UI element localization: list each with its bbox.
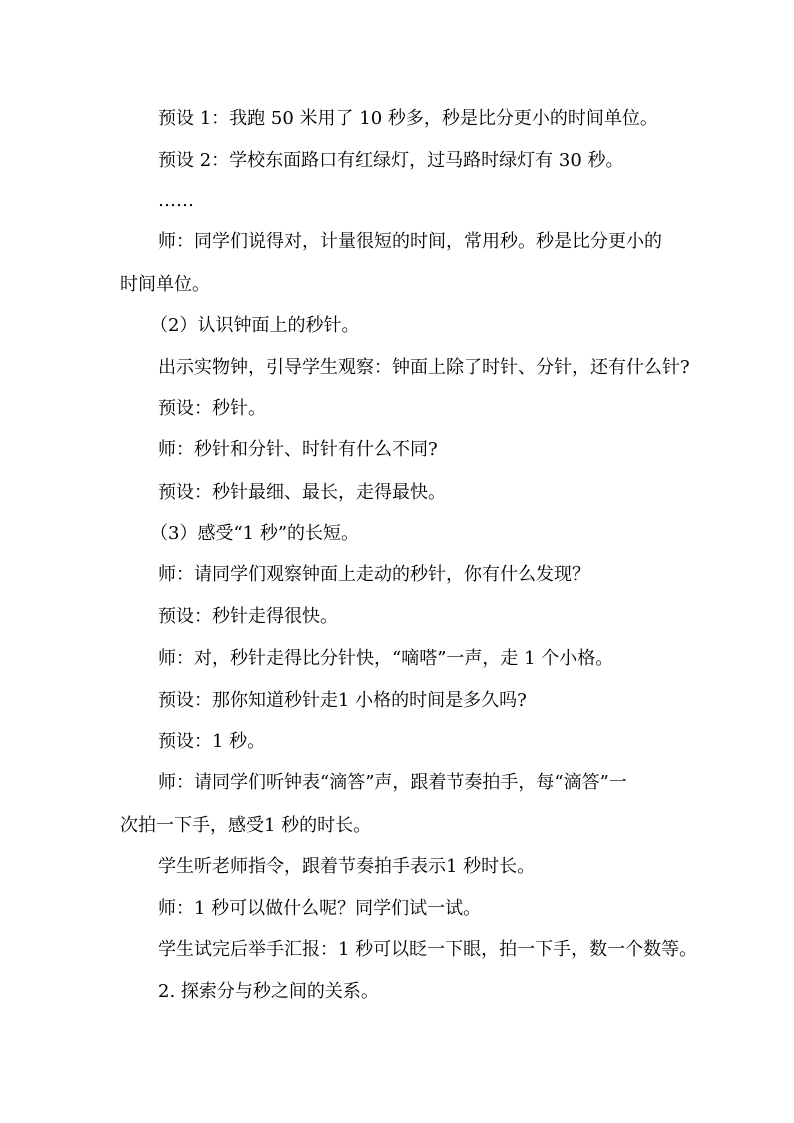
paragraph-line: 师：1 秒可以做什么呢？同学们试一试。 [158,898,482,919]
paragraph-line: 预设：1 秒。 [158,731,266,752]
paragraph-line: 师：对，秒针走得比分针快，“嘀嗒”一声，走 1 个小格。 [158,648,614,669]
paragraph-line: 预设：秒针最细、最长，走得最快。 [158,482,446,503]
paragraph-line-continuation: 时间单位。 [120,274,210,295]
paragraph-line: 预设 2：学校东面路口有红绿灯，过马路时绿灯有 30 秒。 [158,150,624,171]
paragraph-line: 学生试完后举手汇报：1 秒可以眨一下眼，拍一下手，数一个数等。 [158,939,698,960]
paragraph-line: 预设：那你知道秒针走1 小格的时间是多久吗? [158,690,527,711]
paragraph-line: 出示实物钟，引导学生观察：钟面上除了时针、分针，还有什么针? [158,357,690,378]
paragraph-line: 学生听老师指令，跟着节奏拍手表示1 秒时长。 [158,856,536,877]
paragraph-line: 师：请同学们观察钟面上走动的秒针，你有什么发现？ [158,564,590,585]
paragraph-line: 师：同学们说得对，计量很短的时间，常用秒。秒是比分更小的 [158,231,662,252]
paragraph-line: 师：请同学们听钟表“滴答”声，跟着节奏拍手，每“滴答”一 [158,772,627,793]
section-heading: （2）认识钟面上的秒针。 [150,315,360,336]
ellipsis-line: …… [158,190,194,211]
paragraph-line: 预设 1：我跑 50 米用了 10 秒多，秒是比分更小的时间单位。 [158,108,658,129]
paragraph-line: 预设：秒针走得很快。 [158,606,338,627]
paragraph-line: 师：秒针和分针、时针有什么不同? [158,439,438,460]
section-heading: 2. 探索分与秒之间的关系。 [158,981,379,1002]
section-heading: （3）感受“1 秒”的长短。 [150,523,360,544]
paragraph-line-continuation: 次拍一下手，感受1 秒的时长。 [120,815,372,836]
paragraph-line: 预设：秒针。 [158,398,266,419]
